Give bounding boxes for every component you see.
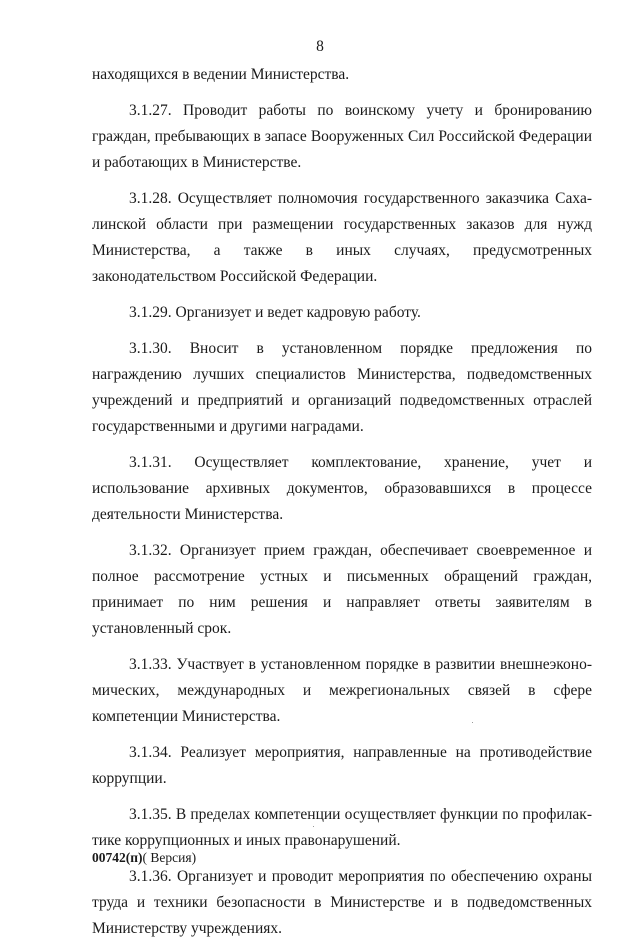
document-body <box>92 62 592 952</box>
paragraph-3-1-35: 3.1.35. В пределах компетенции осуществляет функции по профилактике коррупционных и иных правонарушений. <box>92 806 592 849</box>
paragraph-3-1-29: 3.1.29. Организует и ведет кадровую работу. <box>129 304 421 321</box>
paragraph-3-1-32: 3.1.32. Организует прием граждан, обеспечивает своевременное и полное рассмотрение устных и письменных обращений граждан, принимает по ним решения и направляет ответы заявителям в установленный срок. <box>92 542 592 637</box>
paragraph-3-1-28: 3.1.28. Осуществляет полномочия государственного заказчика Сахалинской области при размещении государственных заказов для нужд Министерства, а также в иных случаях, предусмотренных законодательством Российской Федерации. <box>92 190 592 285</box>
paragraph-3-1-34: 3.1.34. Реализует мероприятия, направленные на противодействие коррупции. <box>92 744 592 787</box>
footer-document-code: 00742(п) <box>92 850 143 865</box>
scan-speck <box>313 826 314 827</box>
paragraph-3-1-36: 3.1.36. Организует и проводит мероприятия по обеспечению охраны труда и техники безопасности в Министерстве и в подведомственных Министерству учреждениях. <box>92 868 592 937</box>
document-footer <box>92 850 196 866</box>
paragraph-3-1-27: 3.1.27. Проводит работы по воинскому учету и бронированию граждан, пребывающих в запасе Вооруженных Сил Российской Федерации и работающих в Министерстве. <box>92 102 592 171</box>
paragraph-3-1-31: 3.1.31. Осуществляет комплектование, хранение, учет и использование архивных документов, образовавшихся в процессе деятельности Министерства. <box>92 454 592 523</box>
paragraph-continuation: находящихся в ведении Министерства. <box>92 66 350 83</box>
paragraph-3-1-33: 3.1.33. Участвует в установленном порядке в развитии внешнеэкономических, международных и межрегиональных связей в сфере компетенции Министерства. <box>92 656 592 725</box>
scan-speck <box>472 722 473 723</box>
paragraph-3-1-30: 3.1.30. Вносит в установленном порядке предложения по награждению лучших специалистов Министерства, подведомственных учреждений и предприятий и организаций подведомственных отраслей государственными и другими наградами. <box>92 340 592 435</box>
footer-version: ( Версия) <box>142 850 197 865</box>
page-number: 8 <box>316 38 324 55</box>
